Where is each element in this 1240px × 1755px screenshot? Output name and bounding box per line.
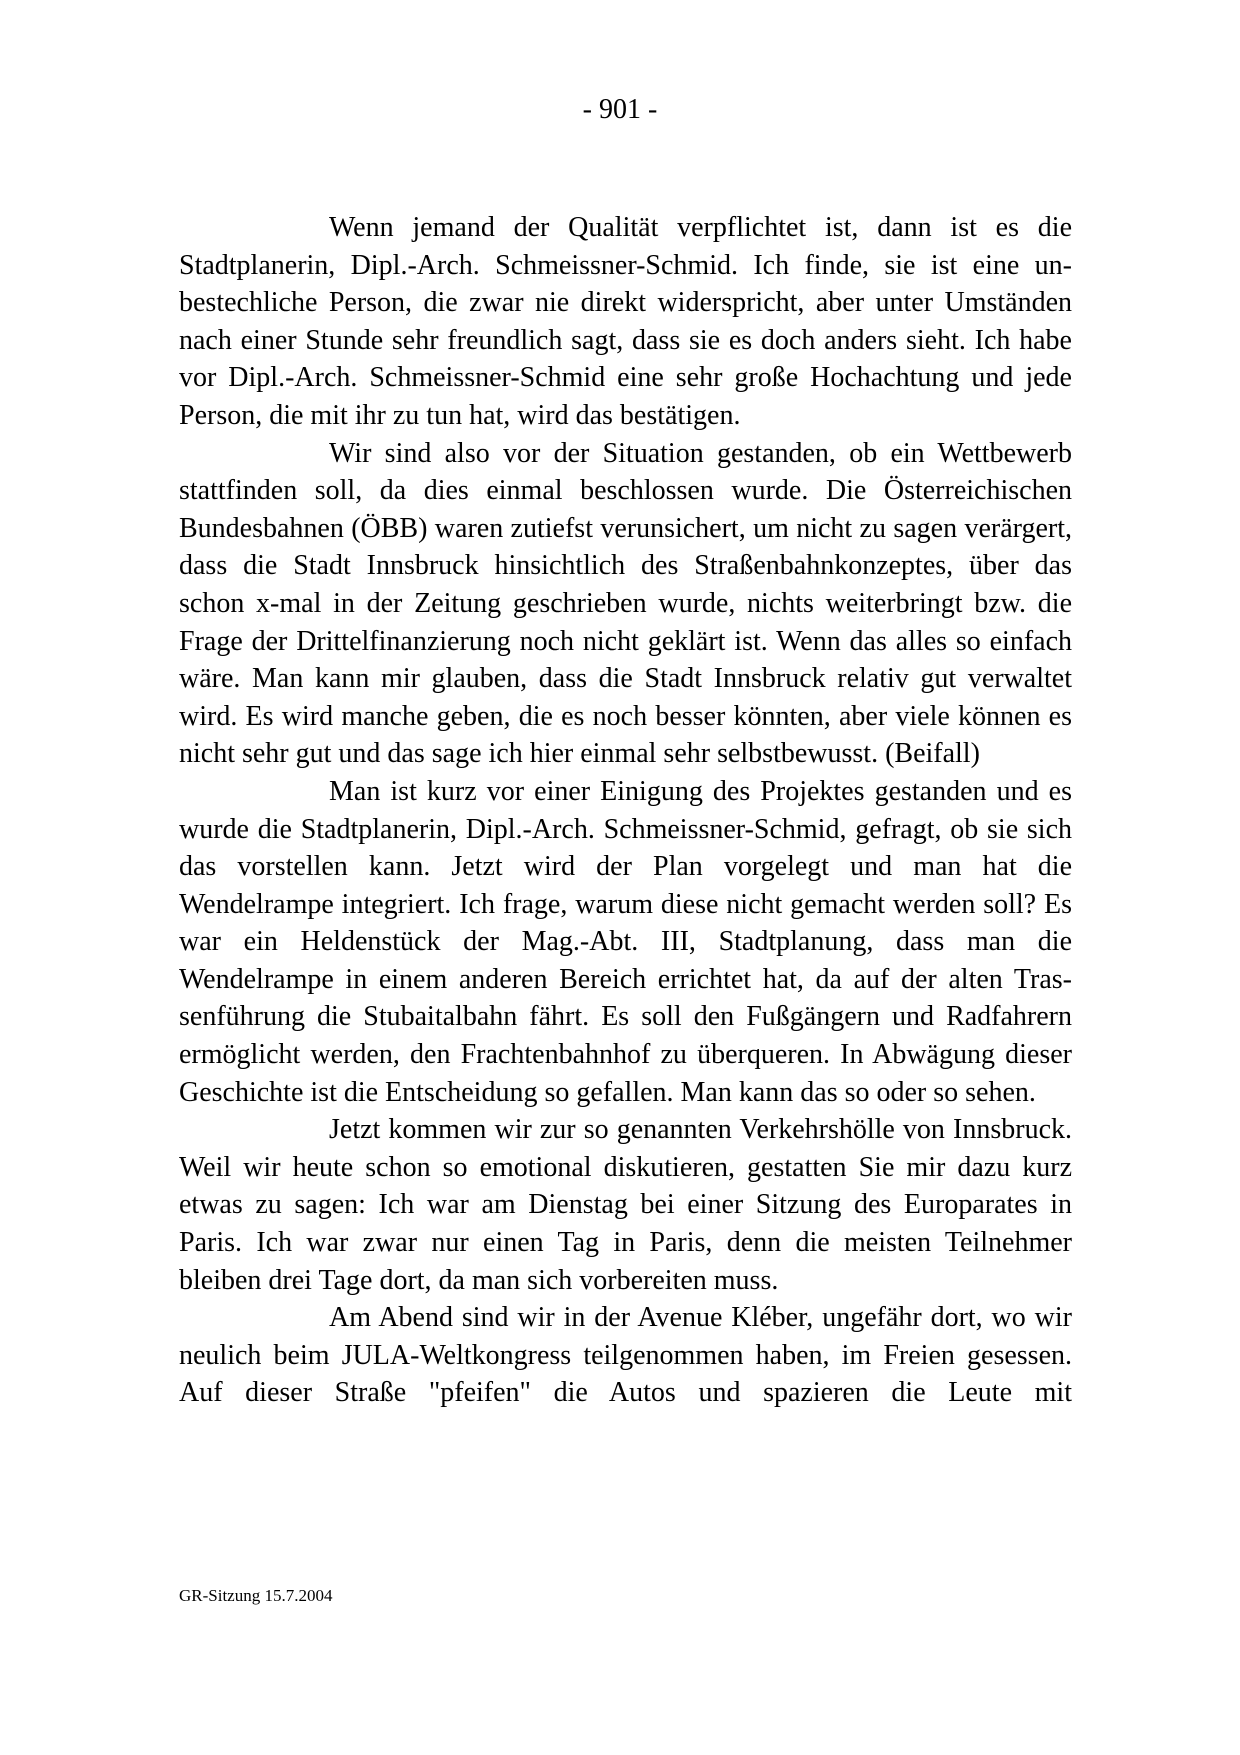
footer-session-label: GR-Sitzung 15.7.2004 bbox=[179, 1586, 333, 1605]
paragraph-verkehrshoelle: Jetzt kommen wir zur so genannten Verkehrshölle von Innsbruck. Weil wir heute schon so emotional diskutieren, gestatten Sie mir dazu kurz etwas zu sagen: Ich war am Dienstag bei einer Sitzung des Europarates in Paris. Ich war zwar nur einen Tag in Paris, denn die meisten Teilnehmer bleiben drei Tage dort, da man sich vorbereiten muss. bbox=[179, 1114, 1072, 1296]
document-body bbox=[179, 209, 1072, 1412]
paragraph-wendelrampe: Man ist kurz vor einer Einigung des Projektes gestanden und es wurde die Stadtplanerin, Dipl.-Arch. Schmeissner-Schmid, gefragt, ob sie sich das vorstellen kann. Jetzt wird der Plan vorgelegt und man hat die Wendelrampe integriert. Ich frage, warum diese nicht gemacht werden soll? Es war ein Heldenstück der Mag.-Abt. III, Stadtplanung, dass man die Wendelrampe in einem anderen Bereich errichtet hat, da auf der alten Trassenführung die Stubaitalbahn fährt. Es soll den Fußgängern und Radfahrern ermöglicht werden, den Frachtenbahnhof zu überqueren. In Abwägung dieser Geschichte ist die Entscheidung so gefallen. Man kann das so oder so sehen. bbox=[179, 775, 1072, 1108]
page-number: - 901 - bbox=[582, 94, 658, 125]
paragraph-avenue-kleber: Am Abend sind wir in der Avenue Kléber, ungefähr dort, wo wir neulich beim JULA-Weltkongress teilgenommen haben, im Freien gesessen. Auf dieser Straße "pfeifen" die Autos und spazieren die Leute mit bbox=[179, 1302, 1072, 1409]
paragraph-quality: Wenn jemand der Qualität verpflichtet ist, dann ist es die Stadtplanerin, Dipl.-Arch. Schmeissner-Schmid. Ich finde, sie ist eine unbestechliche Person, die zwar nie direkt widerspricht, aber unter Umständen nach einer Stunde sehr freundlich sagt, dass sie es doch anders sieht. Ich habe vor Dipl.-Arch. Schmeissner-Schmid eine sehr große Hochachtung und jede Person, die mit ihr zu tun hat, wird das bestätigen. bbox=[179, 212, 1072, 431]
paragraph-competition: Wir sind also vor der Situation gestanden, ob ein Wettbewerb stattfinden soll, da dies einmal beschlossen wurde. Die Österreichischen Bundesbahnen (ÖBB) waren zutiefst verunsichert, um nicht zu sagen verärgert, dass die Stadt Innsbruck hinsichtlich des Straßenbahnkonzeptes, über das schon x-mal in der Zeitung geschrieben wurde, nichts weiterbringt bzw. die Frage der Drittelfinanzierung noch nicht geklärt ist. Wenn das alles so einfach wäre. Man kann mir glauben, dass die Stadt Innsbruck relativ gut verwaltet wird. Es wird manche geben, die es noch besser könnten, aber viele können es nicht sehr gut und das sage ich hier einmal sehr selbstbewusst. (Beifall) bbox=[179, 437, 1072, 770]
